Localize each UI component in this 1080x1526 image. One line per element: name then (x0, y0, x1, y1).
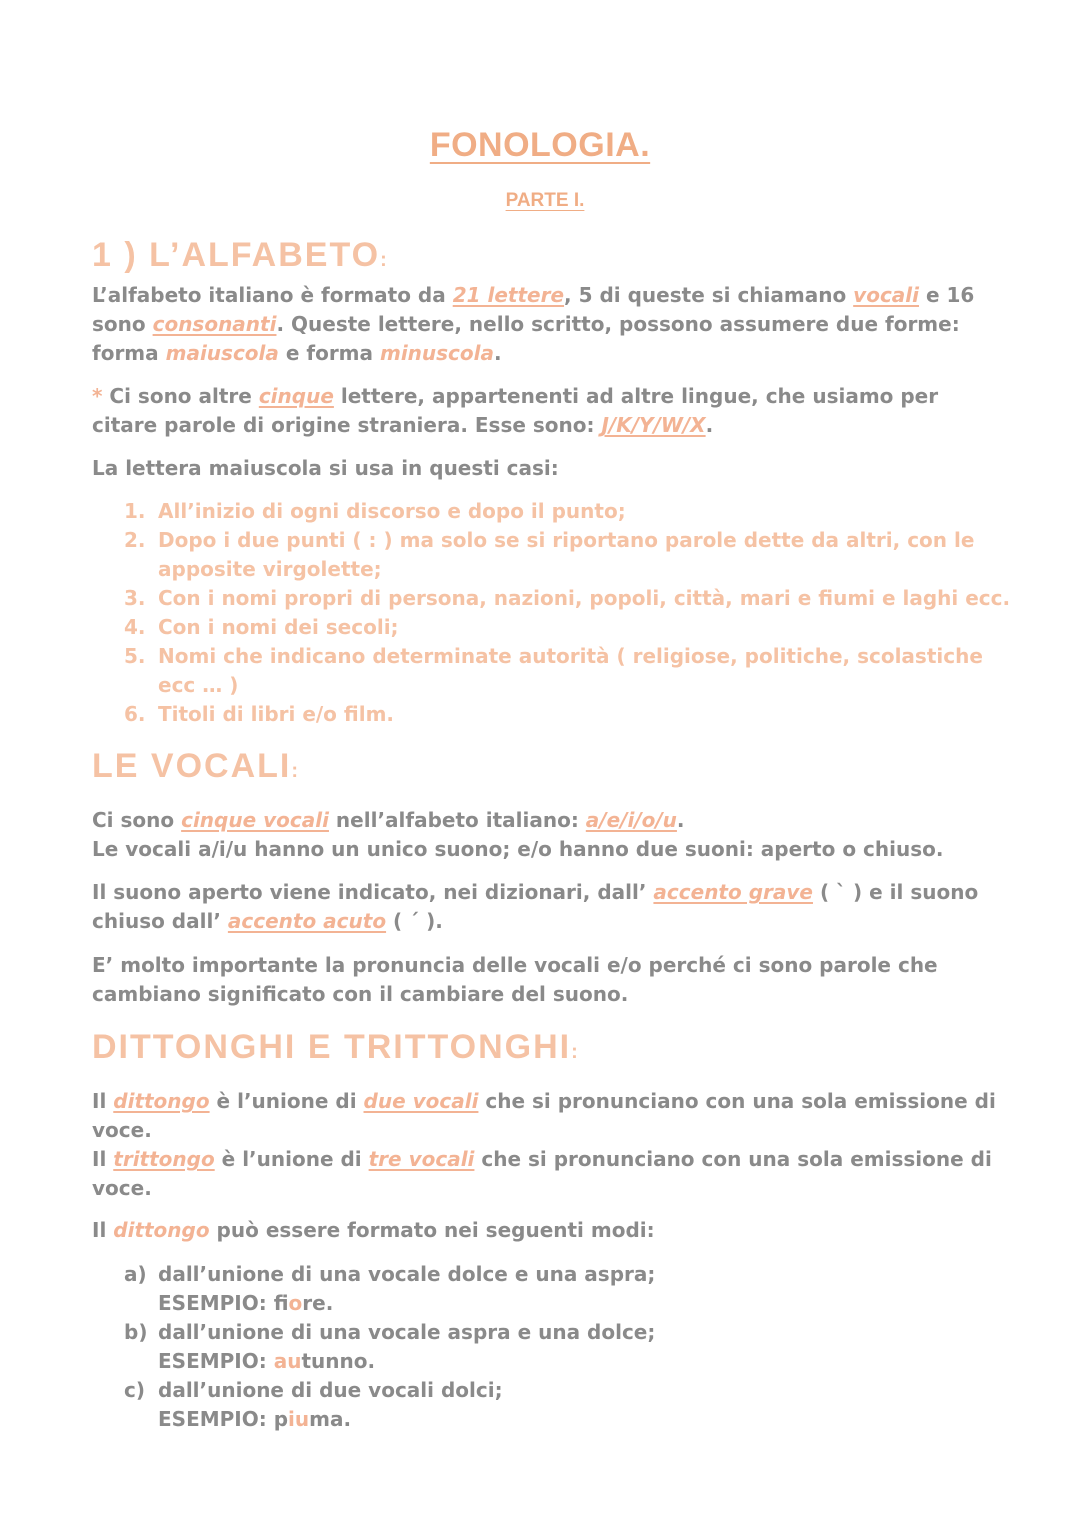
list-item: 6. Titoli di libri e/o film. (124, 702, 395, 726)
page-title: FONOLOGIA. (429, 126, 651, 164)
list-item: 4. Con i nomi dei secoli; (124, 615, 399, 639)
list-item: 1. All’inizio di ogni discorso e dopo il punto; (124, 499, 626, 523)
paragraph-maiuscola: La lettera maiuscola si usa in questi casi: (92, 456, 559, 480)
list-maiuscola (124, 497, 1024, 729)
paragraph-dittongo-trittongo: Il dittongo è l’unione di due vocali che si pronunciano con una sola emissione di voce. Il trittongo è l’unione di tre vocali che si pronunciano con una sola emissione di voce. (92, 1089, 996, 1200)
list-item: b) dall’unione di una vocale aspra e una dolce; ESEMPIO: autunno. (124, 1320, 656, 1373)
section-heading-alfabeto: 1 ) L’ALFABETO: (92, 236, 387, 274)
paragraph-accenti: Il suono aperto viene indicato, nei dizionari, dall’ accento grave ( ` ) e il suono chiuso dall’ accento acuto ( ´ ). (92, 880, 979, 933)
paragraph-vocali: Ci sono cinque vocali nell’alfabeto italiano: a/e/i/o/u. Le vocali a/i/u hanno un unico suono; e/o hanno due suoni: aperto o chiuso. (92, 808, 944, 861)
list-item: 3. Con i nomi propri di persona, nazioni, popoli, città, mari e fiumi e laghi ecc. (124, 586, 1011, 610)
paragraph-altre-lettere: * Ci sono altre cinque lettere, appartenenti ad altre lingue, che usiamo per citare parole di origine straniera. Esse sono: J/K/Y/W/X. (92, 384, 939, 437)
list-item: 2. Dopo i due punti ( : ) ma solo se si riportano parole dette da altri, con le apposite virgolette; (124, 528, 975, 581)
page-subtitle: PARTE I. (505, 190, 585, 211)
list-item: a) dall’unione di una vocale dolce e una aspra; ESEMPIO: fiore. (124, 1262, 656, 1315)
list-dittongo-modi (124, 1260, 1024, 1434)
paragraph-alfabeto: L’alfabeto italiano è formato da 21 lettere, 5 di queste si chiamano vocali e 16 sono consonanti. Queste lettere, nello scritto, possono assumere due forme: forma maiuscola e forma minuscola. (92, 283, 975, 365)
list-item: c) dall’unione di due vocali dolci; ESEMPIO: piuma. (124, 1378, 503, 1431)
paragraph-pronuncia: E’ molto importante la pronuncia delle vocali e/o perché ci sono parole che cambiano significato con il cambiare del suono. (92, 953, 938, 1006)
paragraph-dittongo-modi: Il dittongo può essere formato nei seguenti modi: (92, 1218, 655, 1242)
section-heading-dittonghi: DITTONGHI E TRITTONGHI: (92, 1028, 578, 1066)
list-item: 5. Nomi che indicano determinate autorità ( religiose, politiche, scolastiche ecc … ) (124, 644, 983, 697)
section-heading-vocali: LE VOCALI: (92, 747, 299, 785)
